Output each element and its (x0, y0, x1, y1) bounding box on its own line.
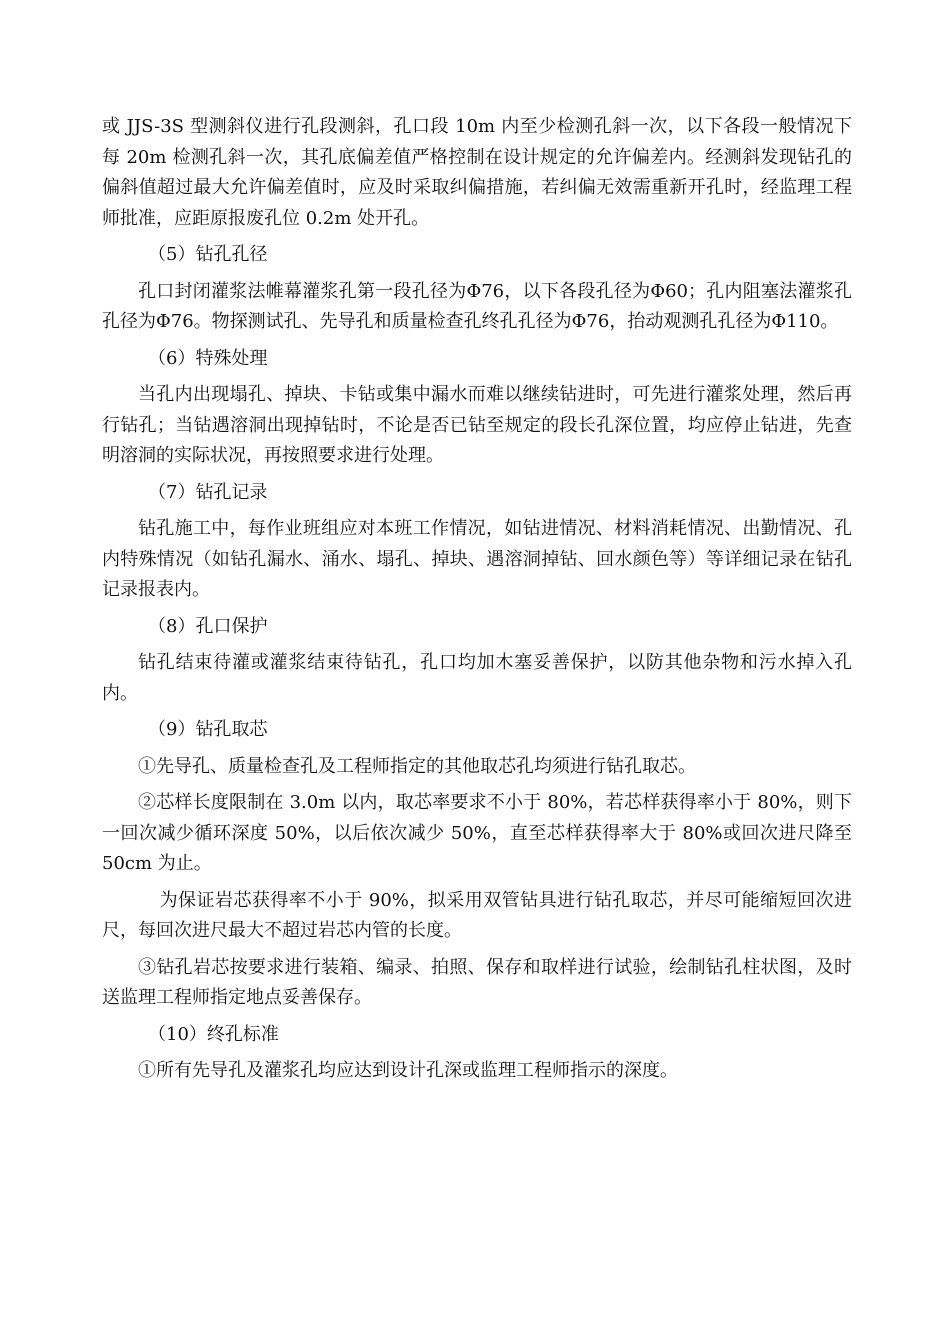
paragraph-special-treatment: 当孔内出现塌孔、掉块、卡钻或集中漏水而难以继续钻进时，可先进行灌浆处理，然后再行钻孔；当钻遇溶洞出现掉钻时，不论是否已钻至规定的段长孔深位置，均应停止钻进，先查明溶洞的实际状况，再按照要求进行处理。 (102, 384, 852, 466)
paragraph-bore-diameter: 孔口封闭灌浆法帷幕灌浆孔第一段孔径为Φ76，以下各段孔径为Φ60；孔内阻塞法灌浆孔孔径为Φ76。物探测试孔、先导孔和质量检查孔终孔孔径为Φ76，抬动观测孔孔径为Φ110。 (102, 280, 852, 332)
heading-special-treatment: （6）特殊处理 (148, 347, 268, 369)
paragraph-drilling-record: 钻孔施工中，每作业班组应对本班工作情况，如钻进情况、材料消耗情况、出勤情况、孔内特殊情况（如钻孔漏水、涌水、塌孔、掉块、遇溶洞掉钻、回水颜色等）等详细记录在钻孔记录报表内。 (102, 518, 852, 600)
heading-final-hole-standard: （10）终孔标准 (148, 1023, 279, 1045)
paragraph-core-item-1: ①先导孔、质量检查孔及工程师指定的其他取芯孔均须进行钻孔取芯。 (138, 755, 696, 777)
heading-drilling-record: （7）钻孔记录 (148, 481, 268, 503)
paragraph-deviation-survey: 或 JJS-3S 型测斜仪进行孔段测斜，孔口段 10m 内至少检测孔斜一次，以下各段一般情况下每 20m 检测孔斜一次，其孔底偏差值严格控制在设计规定的允许偏差内。经测斜发现钻孔的偏斜值超过最大允许偏差值时，应及时采取纠偏措施，若纠偏无效需重新开孔时，经监理工程师批准，应距原报废孔位 0.2m 处开孔。 (102, 116, 852, 229)
paragraph-hole-protection: 钻孔结束待灌或灌浆结束待钻孔，孔口均加木塞妥善保护，以防其他杂物和污水掉入孔内。 (102, 652, 852, 704)
paragraph-final-hole-item-1: ①所有先导孔及灌浆孔均应达到设计孔深或监理工程师指示的深度。 (138, 1060, 678, 1081)
document-body (102, 112, 852, 1087)
paragraph-core-item-2: ②芯样长度限制在 3.0m 以内，取芯率要求不小于 80%，若芯样获得率小于 80%，则下一回次减少循环深度 50%，以后依次减少 50%，直至芯样获得率大于 80%或回次进尺降至 50cm 为止。 (102, 792, 852, 874)
paragraph-core-recovery: 为保证岩芯获得率不小于 90%，拟采用双管钻具进行钻孔取芯，并尽可能缩短回次进尺，每回次进尺最大不超过岩芯内管的长度。 (102, 889, 852, 941)
heading-bore-diameter: （5）钻孔孔径 (148, 244, 268, 265)
paragraph-core-item-3: ③钻孔岩芯按要求进行装箱、编录、拍照、保存和取样进行试验，绘制钻孔柱状图，及时送监理工程师指定地点妥善保存。 (102, 956, 852, 1008)
heading-core-sampling: （9）钻孔取芯 (148, 719, 268, 740)
heading-hole-protection: （8）孔口保护 (148, 615, 268, 637)
